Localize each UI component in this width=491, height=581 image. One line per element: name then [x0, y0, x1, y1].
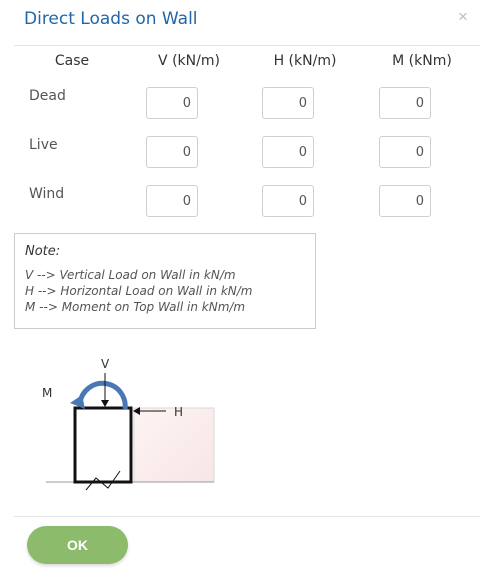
- note-line-v: V --> Vertical Load on Wall in kN/m: [25, 268, 236, 282]
- wind-m-input[interactable]: [379, 185, 431, 217]
- soil-block: [134, 408, 214, 482]
- wind-h-input[interactable]: [262, 185, 314, 217]
- diagram-label-m: M: [42, 386, 53, 400]
- wall-outline: [75, 408, 131, 482]
- vertical-arrowhead-icon: [101, 400, 109, 407]
- moment-arrow-icon: [80, 383, 125, 409]
- note-line-h: H --> Horizontal Load on Wall in kN/m: [25, 284, 253, 298]
- row-label-live: Live: [29, 137, 58, 153]
- column-header-v: V (kN/m): [158, 53, 220, 69]
- row-label-wind: Wind: [29, 186, 65, 202]
- dead-v-input[interactable]: [146, 87, 198, 119]
- dead-h-input[interactable]: [262, 87, 314, 119]
- note-box: [14, 233, 316, 329]
- live-h-input[interactable]: [262, 136, 314, 168]
- close-icon[interactable]: ×: [458, 7, 468, 26]
- row-label-dead: Dead: [29, 88, 66, 104]
- live-v-input[interactable]: [146, 136, 198, 168]
- wind-v-input[interactable]: [146, 185, 198, 217]
- footer-divider: [14, 516, 480, 517]
- dead-m-input[interactable]: [379, 87, 431, 119]
- column-header-case: Case: [54, 53, 90, 69]
- live-m-input[interactable]: [379, 136, 431, 168]
- dialog-title: Direct Loads on Wall: [24, 9, 198, 29]
- wall-load-diagram: [30, 345, 230, 505]
- header-divider: [14, 45, 480, 46]
- note-title: Note:: [25, 244, 61, 259]
- ok-button[interactable]: OK: [27, 526, 128, 564]
- column-header-h: H (kN/m): [273, 53, 337, 69]
- note-line-m: M --> Moment on Top Wall in kNm/m: [25, 300, 246, 314]
- diagram-label-h: H: [174, 405, 184, 419]
- column-header-m: M (kNm): [392, 53, 452, 69]
- diagram-label-v: V: [101, 357, 110, 371]
- dialog-header: [0, 0, 491, 45]
